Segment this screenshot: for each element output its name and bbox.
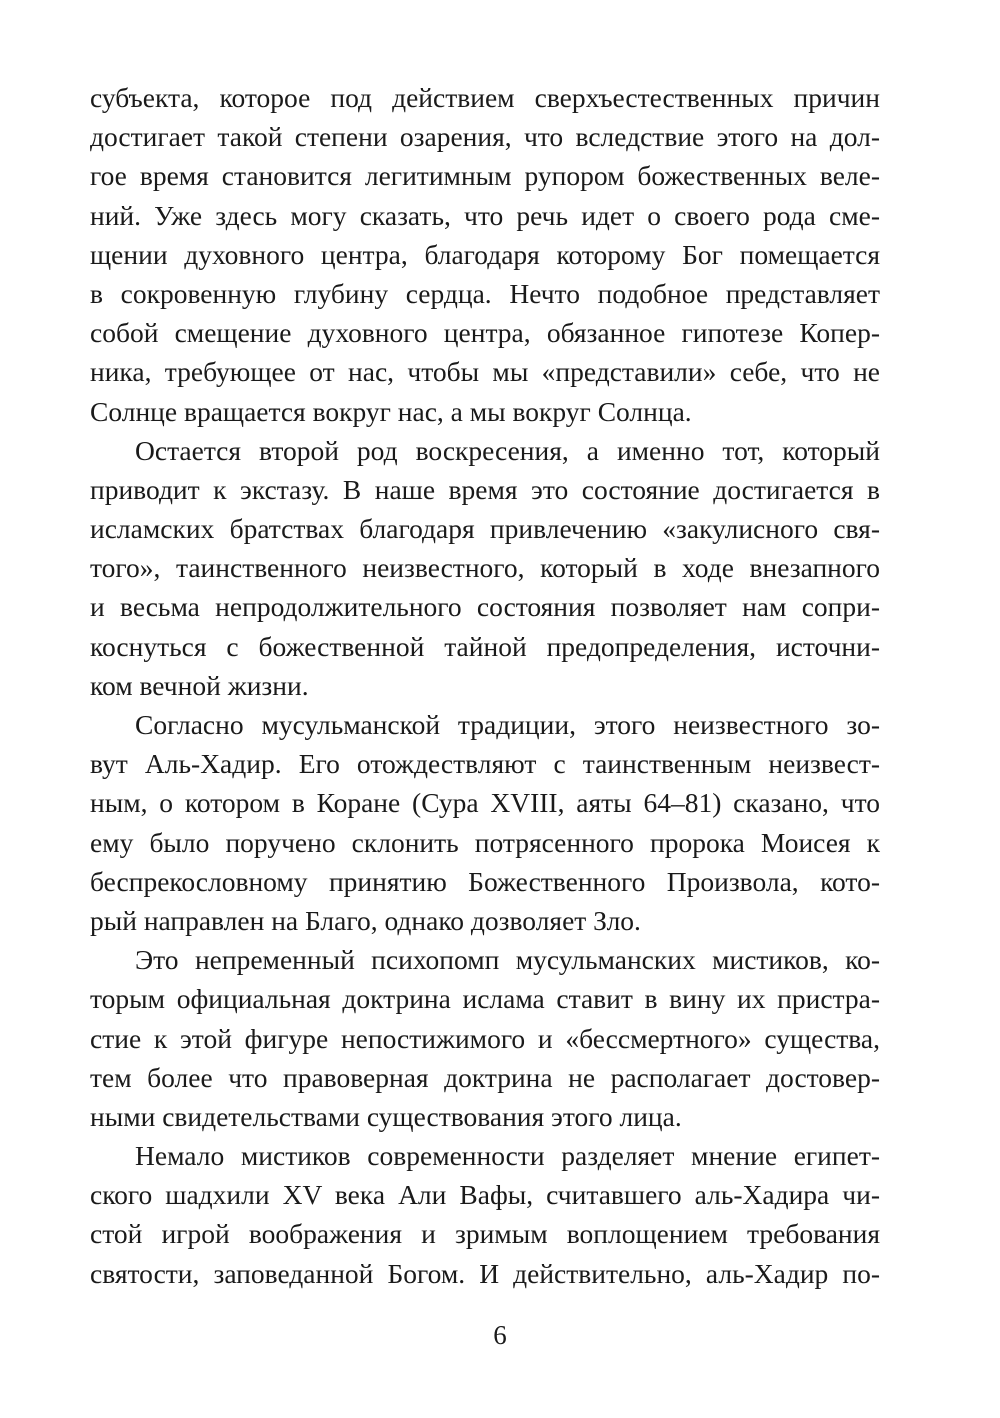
- paragraph-2: [90, 431, 880, 705]
- text-line: рый направлен на Благо, однако дозволяет Зло.: [90, 904, 641, 936]
- text-line: того», таинственного неизвестного, который в ходе внезапного: [90, 552, 880, 584]
- text-line: стой игрой воображения и зримым воплощением требования: [90, 1218, 880, 1250]
- text-line: ний. Уже здесь могу сказать, что речь идет о своего рода сме-: [90, 199, 880, 231]
- text-line: ными свидетельствами существования этого лица.: [90, 1100, 682, 1132]
- page-number: 6: [493, 1320, 507, 1350]
- text-line: субъекта, которое под действием сверхъестественных причин: [90, 82, 880, 113]
- text-line: ему было поручено склонить потрясенного пророка Моисея к: [90, 826, 880, 858]
- text-line: коснуться с божественной тайной предопределения, источни-: [90, 630, 880, 662]
- paragraph-3: [90, 705, 880, 940]
- text-line: в сокровенную глубину сердца. Нечто подобное представляет: [90, 277, 880, 309]
- text-line: Согласно мусульманской традиции, этого неизвестного зо-: [135, 709, 880, 740]
- text-line: беспрекословному принятию Божественного Произвола, кото-: [90, 865, 880, 897]
- text-line: Остается второй род воскресения, а именно тот, который: [135, 434, 880, 466]
- text-line: достигает такой степени озарения, что вследствие этого на дол-: [90, 121, 880, 153]
- text-line: собой смещение духовного центра, обязанное гипотезе Копер-: [90, 317, 880, 349]
- text-line: ника, требующее от нас, чтобы мы «представили» себе, что не: [90, 356, 880, 388]
- text-line: гое время становится легитимным рупором божественных веле-: [90, 160, 880, 192]
- page-body: [90, 78, 880, 1293]
- text-line: и весьма непродолжительного состояния позволяет нам сопри-: [90, 591, 880, 623]
- text-line: Это непременный психопомп мусульманских мистиков, ко-: [135, 944, 880, 976]
- paragraph-5: [90, 1136, 880, 1293]
- text-line: вут Аль-Хадир. Его отождествляют с таинственным неизвест-: [90, 748, 880, 780]
- text-line: торым официальная доктрина ислама ставит в вину их пристра-: [90, 983, 880, 1015]
- text-line: ным, о котором в Коране (Сура XVIII, аяты 64–81) сказано, что: [90, 787, 880, 819]
- text-line: Немало мистиков современности разделяет мнение египет-: [135, 1140, 880, 1172]
- text-line: стие к этой фигуре непостижимого и «бессмертного» существа,: [90, 1022, 880, 1054]
- text-line: тем более что правоверная доктрина не располагает достовер-: [90, 1061, 880, 1093]
- text-line: Солнце вращается вокруг нас, а мы вокруг Солнца.: [90, 395, 692, 427]
- text-line: исламских братствах благодаря привлечению «закулисного свя-: [90, 513, 880, 545]
- text-line: ком вечной жизни.: [90, 669, 309, 701]
- text-line: щении духовного центра, благодаря которому Бог помещается: [90, 238, 880, 270]
- text-line: святости, заповеданной Богом. И действительно, аль-Хадир по-: [90, 1257, 880, 1289]
- text-line: ского шадхили XV века Али Вафы, считавшего аль-Хадира чи-: [90, 1179, 880, 1211]
- paragraph-1: [90, 78, 880, 431]
- paragraph-4: [90, 940, 880, 1136]
- text-line: приводит к экстазу. В наше время это состояние достигается в: [90, 473, 880, 505]
